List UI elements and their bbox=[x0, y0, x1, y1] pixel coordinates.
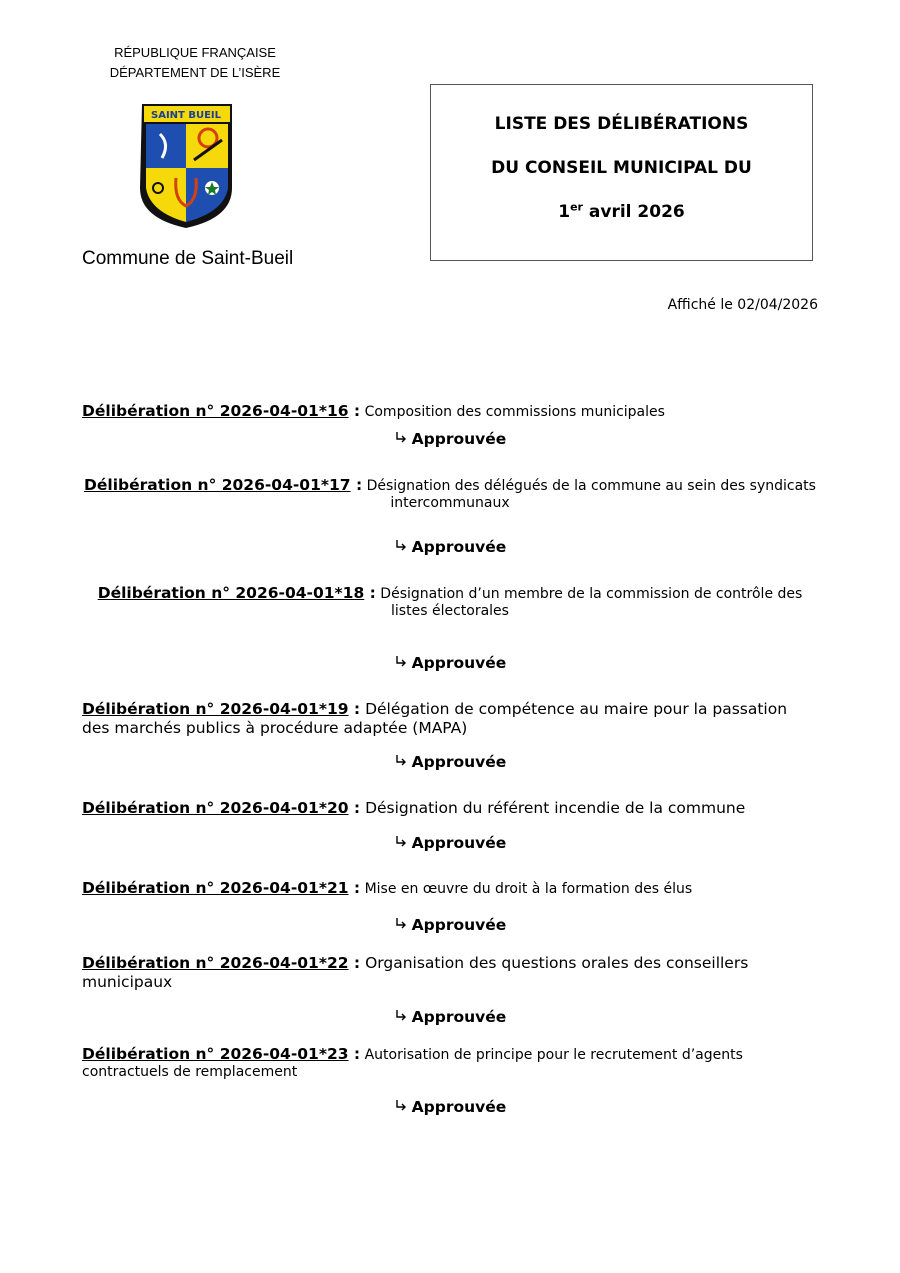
approved-arrow-icon bbox=[394, 1009, 408, 1023]
approved-arrow-icon bbox=[394, 655, 408, 669]
colon: : bbox=[348, 879, 361, 897]
deliberation-number: Délibération n° 2026-04-01*19 bbox=[82, 700, 349, 718]
deliberation-number: Délibération n° 2026-04-01*18 bbox=[97, 584, 365, 602]
deliberation-23 bbox=[82, 1046, 818, 1081]
status-label: Approuvée bbox=[411, 1008, 507, 1026]
title-box bbox=[430, 84, 813, 261]
title-line-2: DU CONSEIL MUNICIPAL DU bbox=[491, 158, 752, 178]
status-label: Approuvée bbox=[411, 430, 507, 448]
status-approuvee bbox=[0, 753, 900, 771]
colon: : bbox=[364, 584, 376, 602]
approved-arrow-icon bbox=[394, 431, 408, 445]
status-label: Approuvée bbox=[411, 916, 507, 934]
deliberation-17 bbox=[82, 477, 818, 512]
status-approuvee bbox=[0, 834, 900, 852]
deliberation-20 bbox=[82, 800, 818, 817]
crest-banner-text: SAINT BUEIL bbox=[151, 110, 221, 121]
approved-arrow-icon bbox=[394, 539, 408, 553]
status-approuvee bbox=[0, 430, 900, 448]
status-label: Approuvée bbox=[411, 753, 507, 771]
deliberation-number: Délibération n° 2026-04-01*22 bbox=[82, 954, 349, 972]
commune-crest-logo bbox=[136, 96, 236, 230]
departement-label: DÉPARTEMENT DE L’ISÈRE bbox=[109, 65, 281, 80]
colon: : bbox=[348, 799, 361, 817]
deliberation-text: Composition des commissions municipales bbox=[360, 404, 665, 420]
status-label: Approuvée bbox=[411, 538, 507, 556]
deliberation-21 bbox=[82, 880, 818, 898]
title-day: 1 bbox=[558, 202, 571, 222]
affiche-date: Affiché le 02/04/2026 bbox=[667, 297, 818, 313]
status-approuvee bbox=[0, 916, 900, 934]
deliberation-number: Délibération n° 2026-04-01*17 bbox=[84, 476, 351, 494]
deliberation-16 bbox=[82, 403, 818, 421]
status-approuvee bbox=[0, 1008, 900, 1026]
title-date bbox=[431, 202, 812, 222]
deliberation-18 bbox=[82, 585, 818, 620]
deliberation-number: Délibération n° 2026-04-01*16 bbox=[82, 402, 349, 420]
commune-name: Commune de Saint-Bueil bbox=[82, 248, 294, 269]
status-label: Approuvée bbox=[411, 1098, 507, 1116]
deliberation-number: Délibération n° 2026-04-01*23 bbox=[82, 1045, 349, 1063]
status-approuvee bbox=[0, 538, 900, 556]
title-day-suffix: er bbox=[570, 200, 583, 214]
deliberation-19 bbox=[82, 700, 818, 738]
deliberation-text: Délégation de compétence au maire pour la passation des marchés publics à procédure adaptée (MAPA) bbox=[82, 700, 788, 737]
deliberation-text: Désignation des délégués de la commune au sein des syndicats intercommunaux bbox=[362, 478, 816, 511]
colon: : bbox=[348, 402, 361, 420]
approved-arrow-icon bbox=[394, 754, 408, 768]
colon: : bbox=[348, 700, 361, 718]
status-label: Approuvée bbox=[411, 834, 507, 852]
approved-arrow-icon bbox=[394, 835, 408, 849]
title-date-rest: avril 2026 bbox=[582, 202, 685, 222]
approved-arrow-icon bbox=[394, 1099, 408, 1113]
deliberation-22 bbox=[82, 954, 818, 992]
deliberation-text: Autorisation de principe pour le recrutement d’agents contractuels de remplacement bbox=[82, 1047, 743, 1080]
deliberation-text: Organisation des questions orales des conseillers municipaux bbox=[82, 954, 749, 991]
status-approuvee bbox=[0, 654, 900, 672]
republique-label: RÉPUBLIQUE FRANÇAISE bbox=[114, 45, 276, 60]
deliberation-text: Désignation d’un membre de la commission de contrôle des listes électorales bbox=[375, 586, 803, 619]
deliberation-text: Désignation du référent incendie de la commune bbox=[360, 799, 746, 817]
status-approuvee bbox=[0, 1098, 900, 1116]
deliberation-number: Délibération n° 2026-04-01*21 bbox=[82, 879, 349, 897]
deliberation-text: Mise en œuvre du droit à la formation des élus bbox=[360, 881, 693, 897]
colon: : bbox=[350, 476, 363, 494]
approved-arrow-icon bbox=[394, 917, 408, 931]
title-line-1: LISTE DES DÉLIBÉRATIONS bbox=[494, 114, 749, 134]
colon: : bbox=[348, 954, 361, 972]
deliberation-number: Délibération n° 2026-04-01*20 bbox=[82, 799, 349, 817]
status-label: Approuvée bbox=[411, 654, 507, 672]
colon: : bbox=[348, 1045, 361, 1063]
